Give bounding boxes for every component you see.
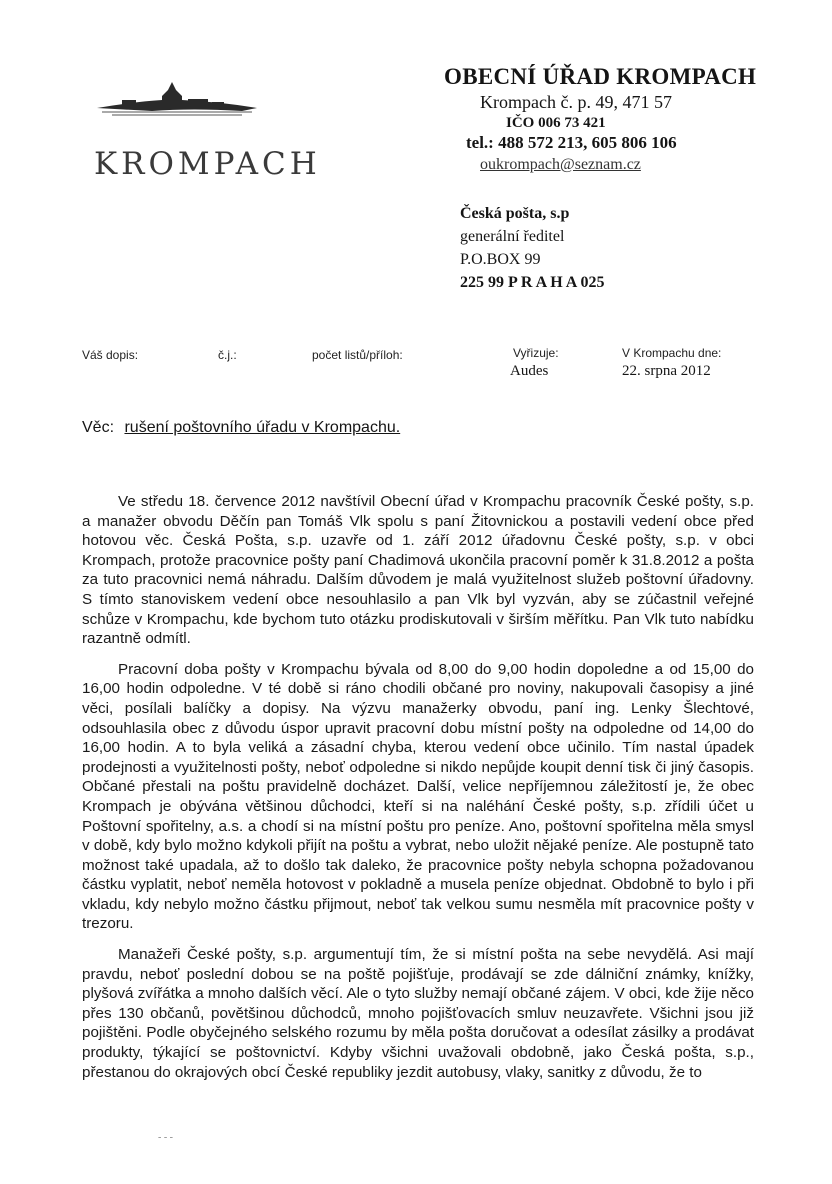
sender-phone: tel.: 488 572 213, 605 806 106 [466,133,677,152]
date-label: V Krompachu dne: [622,346,722,360]
handled-by-value: Audes [510,363,549,379]
letter-body [82,492,754,1093]
village-silhouette-logo-icon [92,78,262,118]
sender-name: OBECNÍ ÚŘAD KROMPACH [444,64,757,89]
pages-attachments-label: počet listů/příloh: [312,348,403,362]
body-paragraph: Ve středu 18. července 2012 navštívil Obecní úřad v Krompachu pracovník České pošty, s.p. a manažer obvodu Děčín pan Tomáš Vlk spolu s paní Žitovnickou a postavili vedení obce před hotovou věc. Česká Pošta, s.p. uzavře od 1. září 2012 úřadovnu České pošty, s.p. v obci Krompach, protože pracovnice pošty paní Chadimová ukončila pracovní poměr k 31.8.2012 a pošta za tuto pracovnici nemá náhradu. Dalším důvodem je malá využitelnost služeb poštovní úřadovny. S tímto stanoviskem vedení obce nesouhlasilo a pan Vlk byl vyzván, aby se zúčastnil veřejné schůze v Krompachu, kde bychom tuto otázku prodiskutovali v širším měřítku. Pan Vlk tuto nabídku razantně odmítl. [82,493,754,648]
reference-number-label: č.j.: [218,348,237,362]
handled-by-label: Vyřizuje: [513,346,559,360]
sender-ico: IČO 006 73 421 [506,115,606,131]
sender-email-link[interactable]: oukrompach@seznam.cz [480,156,641,173]
subject-line [82,419,400,437]
sender-address: Krompach č. p. 49, 471 57 [480,92,672,112]
recipient-city: 225 99 P R A H A 025 [460,274,605,291]
recipient-name: Česká pošta, s.p [460,205,570,222]
subject-text: rušení poštovního úřadu v Krompachu. [124,419,401,436]
body-paragraph: Manažeři České pošty, s.p. argumentují tím, že si místní pošta na sebe nevydělá. Asi mají pravdu, neboť poslední dobou se na poště pojišťuje, prodávají se zde dálniční známky, knížky, plyšová zvířátka a mnoho dalších věcí. Ale o tyto služby nemají občané zájem. V obci, kde žije něco přes 130 občanů, povětšinou důchodců, mnoho pojišťovacích smluv neuzavřete. Všichni jsou již pojištěni. Podle obyčejného selského rozumu by měla pošta doručovat a odesílat zásilky a prodávat produkty, týkající se poštovnictví. Kdyby všichni uvažovali obdobně, jako Česká pošta, s.p., přestanou do okrajových obcí České republiky jezdit autobusy, vlaky, sanitky z důvodu, že to [82,946,754,1081]
body-paragraph: Pracovní doba pošty v Krompachu bývala od 8,00 do 9,00 hodin dopoledne a od 15,00 do 16,00 hodin odpoledne. V té době si ráno chodili občané pro noviny, nakupovali časopisy a jiné věci, posílali balíčky a dopisy. Na výzvu manažerky obvodu, paní ing. Lenky Šlechtové, odsouhlasila obec z důvodu úspor upravit pracovní dobu místní pošty na odpoledne od 14,00 do 16,00 hodin. A to byla veliká a zásadní chyba, kterou vedení obce učinilo. Tím nastal úpadek prodejnosti a využitelnosti pošty, neboť odpoledne si nikdo nepůjde koupit denní tisk či jiný časopis. Občané přestali na poštu pravidelně docházet. Další, velice nepříjemnou záležitostí je, že obec Krompach je obývána většinou důchodci, kteří si na naléhání České pošty, s.p. zřídili účet u Poštovní spořitelny, a.s. a chodí si na místní poštu pro peníze. Ano, poštovní spořitelna měla smysl v době, kdy bylo možno kdykoli přijít na poštu a vybrat, nebo uložit nějaké peníze. Ale postupně tato možnost také upadala, až to došlo tak daleko, že pracovnice pošty nebyla schopna požadovanou částku vyplatit, neboť neměla hotovost v pokladně a musela peníze objednat. Obdobně to bylo i při vkladu, kdy nebylo možno částku přijmout, neboť tak velkou sumu nesměla mít pracovnice pošty v trezoru. [82,660,754,933]
subject-label: Věc: [82,419,115,436]
footer-mark: - - - [158,1132,173,1143]
logo-wordmark: KROMPACH [94,146,321,182]
recipient-role: generální ředitel [460,228,565,245]
recipient-block [460,202,604,294]
date-value: 22. srpna 2012 [622,363,711,379]
your-letter-label: Váš dopis: [82,348,139,362]
reference-row [0,344,832,384]
recipient-box: P.O.BOX 99 [460,251,541,268]
